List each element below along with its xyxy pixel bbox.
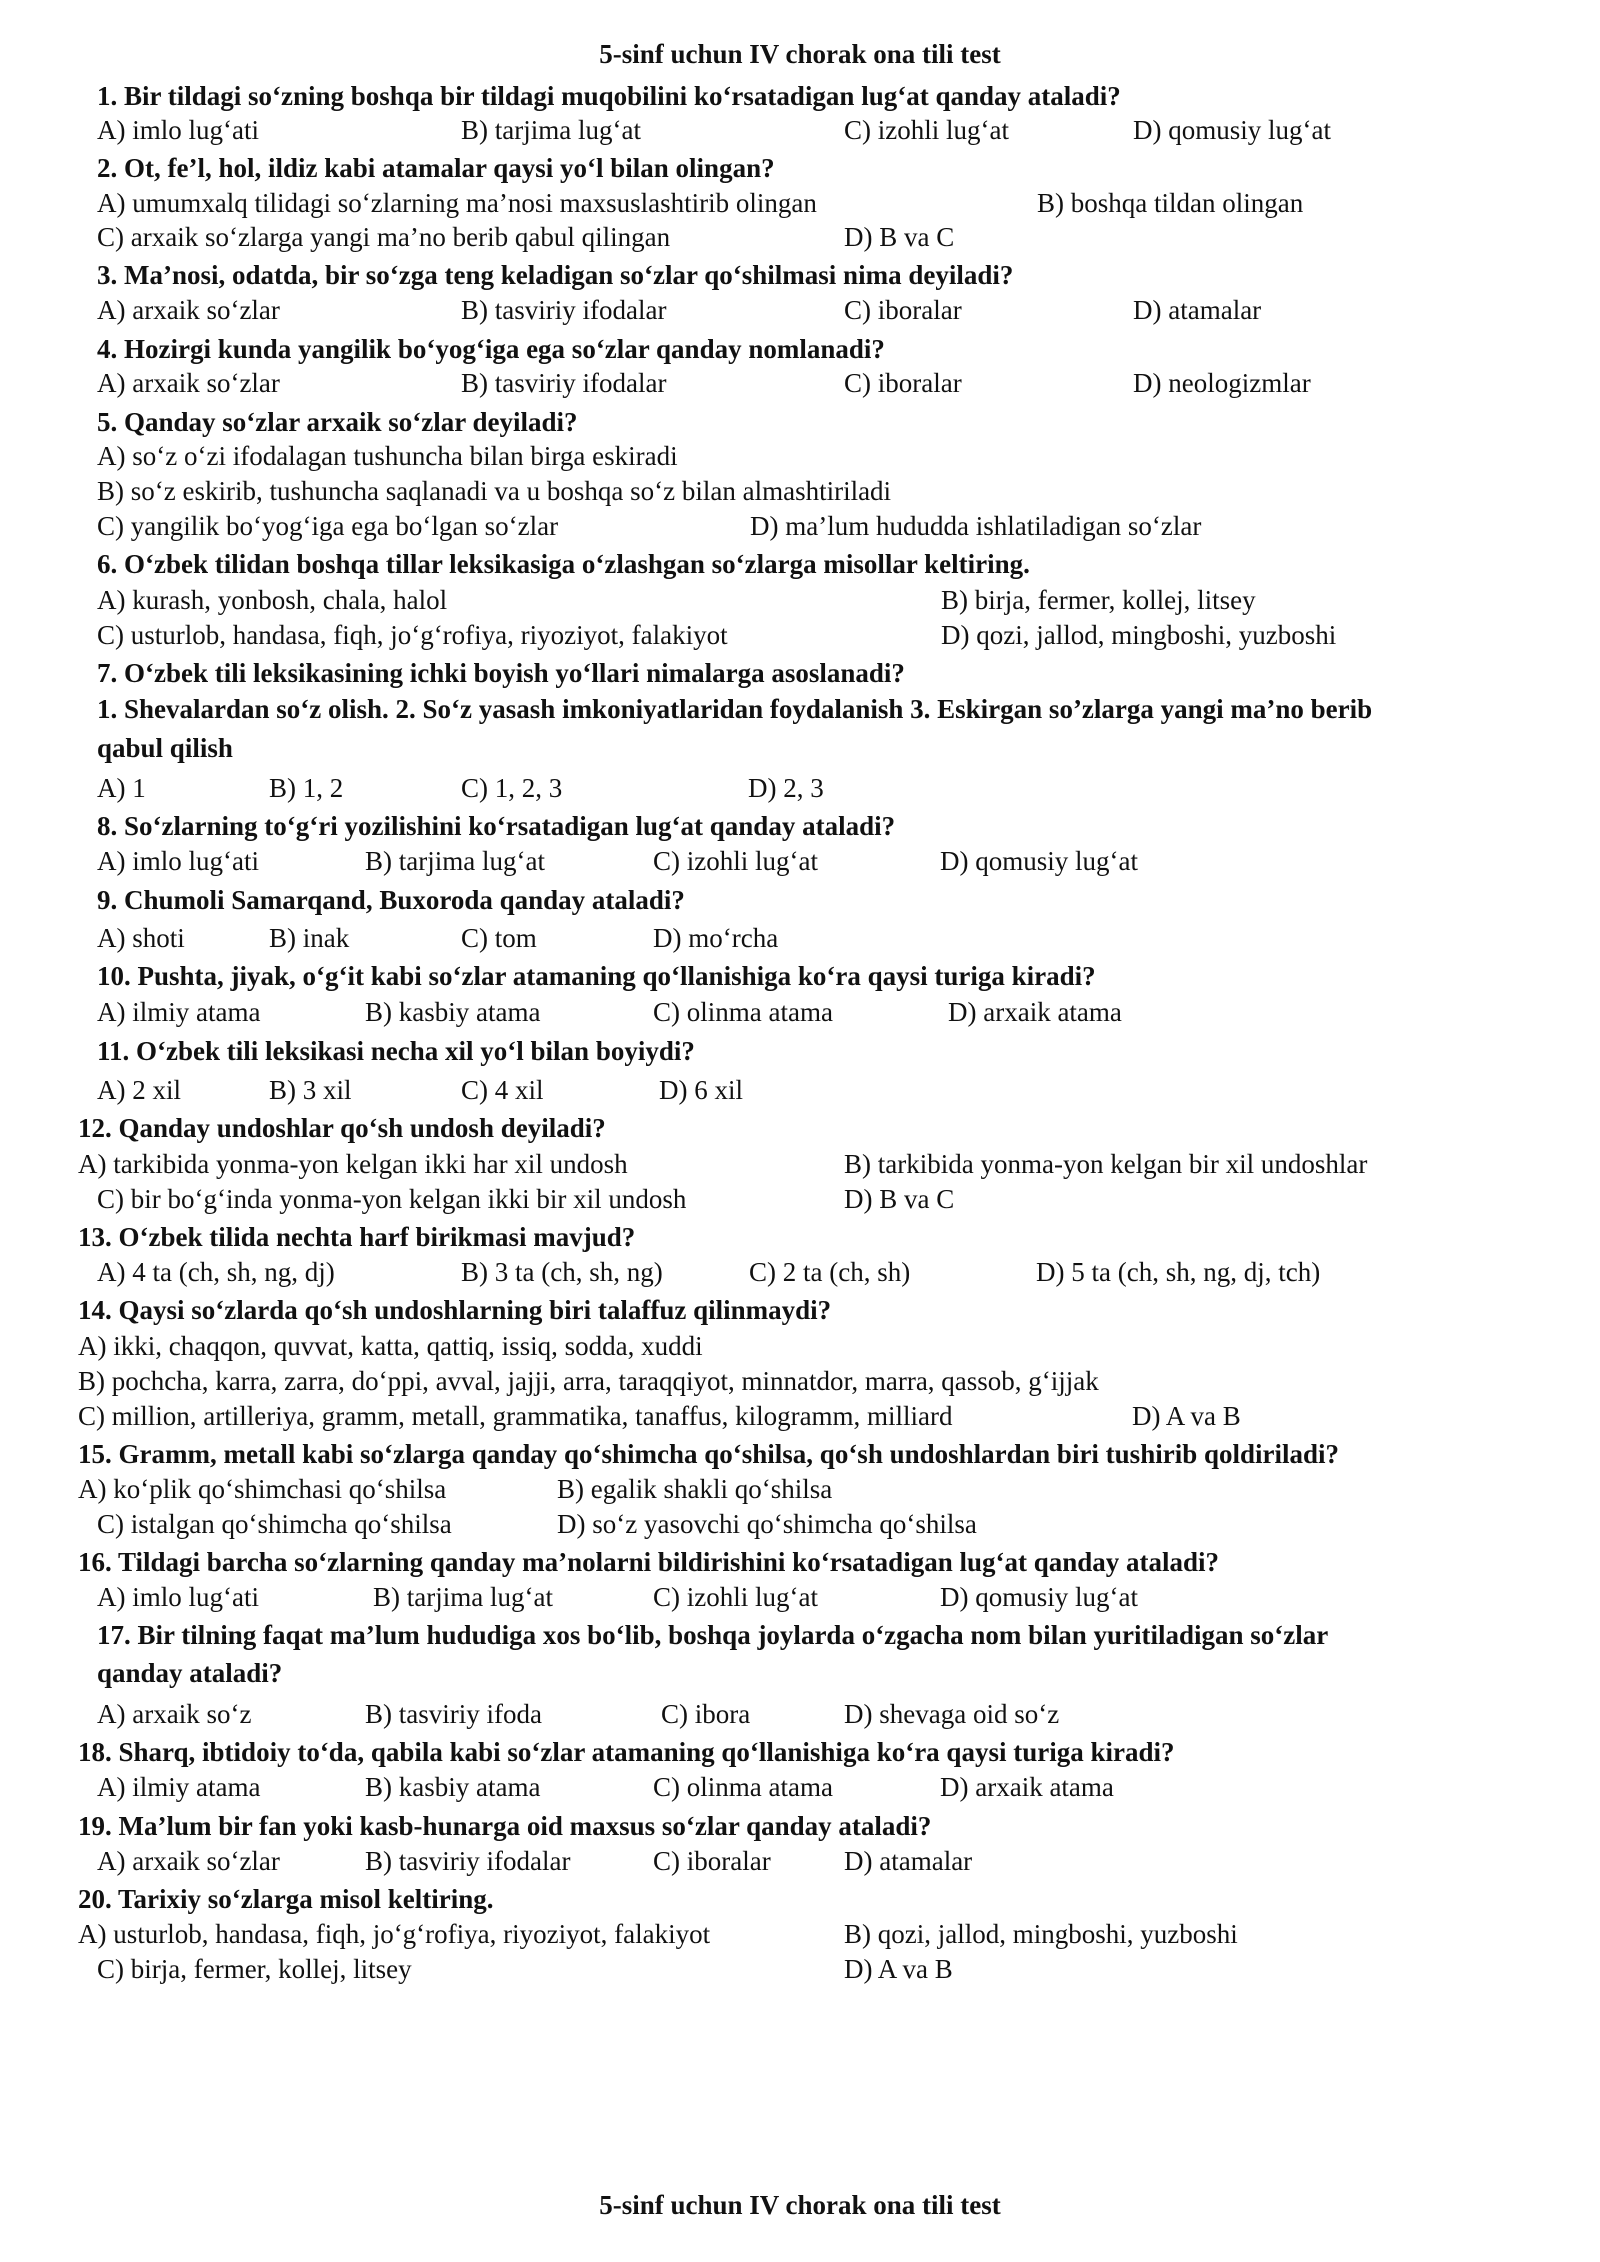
- option-17a: A) arxaik so‘z: [97, 1699, 252, 1729]
- option-4d: D) neologizmlar: [1133, 368, 1311, 398]
- option-16b: B) tarjima lug‘at: [373, 1582, 553, 1612]
- question-20: 20. Tarixiy so‘zlarga misol keltiring.: [78, 1884, 494, 1914]
- option-6d: D) qozi, jallod, mingboshi, yuzboshi: [941, 620, 1337, 650]
- option-20a: A) usturlob, handasa, fiqh, jo‘g‘rofiya, riyoziyot, falakiyot: [78, 1919, 711, 1949]
- question-10: 10. Pushta, jiyak, o‘g‘it kabi so‘zlar atamaning qo‘llanishiga ko‘ra qaysi turiga kiradi?: [97, 961, 1096, 991]
- option-19d: D) atamalar: [844, 1846, 973, 1876]
- question-17-line2: qanday ataladi?: [97, 1658, 283, 1688]
- option-16c: C) izohli lug‘at: [653, 1582, 818, 1612]
- option-7d: D) 2, 3: [748, 773, 824, 803]
- question-12: 12. Qanday undoshlar qo‘sh undosh deyiladi?: [78, 1113, 606, 1143]
- option-9c: C) tom: [461, 923, 537, 953]
- option-1c: C) izohli lug‘at: [844, 115, 1009, 145]
- option-18a: A) ilmiy atama: [97, 1772, 261, 1802]
- option-15b: B) egalik shakli qo‘shilsa: [557, 1474, 833, 1504]
- option-4c: C) iboralar: [844, 368, 962, 398]
- option-8c: C) izohli lug‘at: [653, 846, 818, 876]
- option-11d: D) 6 xil: [659, 1075, 743, 1105]
- question-7: 7. O‘zbek tili leksikasining ichki boyish yo‘llari nimalarga asoslanadi?: [97, 658, 905, 688]
- option-14b: B) pochcha, karra, zarra, do‘ppi, avval, jajji, arra, taraqqiyot, minnatdor, marra, qassob, g‘ijjak: [78, 1366, 1099, 1396]
- question-4: 4. Hozirgi kunda yangilik bo‘yog‘iga ega so‘zlar qanday nomlanadi?: [97, 334, 885, 364]
- question-9: 9. Chumoli Samarqand, Buxoroda qanday ataladi?: [97, 885, 685, 915]
- option-9b: B) inak: [269, 923, 350, 953]
- question-7-line3: qabul qilish: [97, 733, 233, 763]
- option-8d: D) qomusiy lug‘at: [940, 846, 1138, 876]
- option-7b: B) 1, 2: [269, 773, 344, 803]
- option-5b: B) so‘z eskirib, tushuncha saqlanadi va u boshqa so‘z bilan almashtiriladi: [97, 476, 892, 506]
- option-7c: C) 1, 2, 3: [461, 773, 563, 803]
- option-10b: B) kasbiy atama: [365, 997, 541, 1027]
- option-16d: D) qomusiy lug‘at: [940, 1582, 1138, 1612]
- option-10a: A) ilmiy atama: [97, 997, 261, 1027]
- question-16: 16. Tildagi barcha so‘zlarning qanday ma’nolarni bildirishini ko‘rsatadigan lug‘at qanday ataladi?: [78, 1547, 1220, 1577]
- footer-title: 5-sinf uchun IV chorak ona tili test: [599, 2190, 1001, 2220]
- option-14c: C) million, artilleriya, gramm, metall, grammatika, tanaffus, kilogramm, milliard: [78, 1401, 953, 1431]
- question-1: 1. Bir tildagi so‘zning boshqa bir tildagi muqobilini ko‘rsatadigan lug‘at qanday ataladi?: [97, 81, 1121, 111]
- option-2a: A) umumxalq tilidagi so‘zlarning ma’nosi maxsuslashtirib olingan: [97, 188, 817, 218]
- option-13d: D) 5 ta (ch, sh, ng, dj, tch): [1036, 1257, 1321, 1287]
- option-15a: A) ko‘plik qo‘shimchasi qo‘shilsa: [78, 1474, 447, 1504]
- option-12d: D) B va C: [844, 1184, 955, 1214]
- question-15: 15. Gramm, metall kabi so‘zlarga qanday qo‘shimcha qo‘shilsa, qo‘sh undoshlardan biri tushirib qoldiriladi?: [78, 1439, 1339, 1469]
- question-18: 18. Sharq, ibtidoiy to‘da, qabila kabi so‘zlar atamaning qo‘llanishiga ko‘ra qaysi turiga kiradi?: [78, 1737, 1175, 1767]
- option-18b: B) kasbiy atama: [365, 1772, 541, 1802]
- question-2: 2. Ot, fe’l, hol, ildiz kabi atamalar qaysi yo‘l bilan olingan?: [97, 153, 775, 183]
- question-6: 6. O‘zbek tilidan boshqa tillar leksikasiga o‘zlashgan so‘zlarga misollar keltiring.: [97, 549, 1030, 579]
- option-3a: A) arxaik so‘zlar: [97, 295, 280, 325]
- option-6c: C) usturlob, handasa, fiqh, jo‘g‘rofiya, riyoziyot, falakiyot: [97, 620, 728, 650]
- option-6a: A) kurash, yonbosh, chala, halol: [97, 585, 448, 615]
- option-11a: A) 2 xil: [97, 1075, 181, 1105]
- option-12c: C) bir bo‘g‘inda yonma-yon kelgan ikki bir xil undosh: [97, 1184, 687, 1214]
- option-13a: A) 4 ta (ch, sh, ng, dj): [97, 1257, 335, 1287]
- option-9a: A) shoti: [97, 923, 185, 953]
- option-2b: B) boshqa tildan olingan: [1037, 188, 1304, 218]
- question-7-line2: 1. Shevalardan so‘z olish. 2. So‘z yasash imkoniyatlaridan foydalanish 3. Eskirgan so’zlarga yangi ma’no berib: [97, 694, 1373, 724]
- option-20c: C) birja, fermer, kollej, litsey: [97, 1954, 412, 1984]
- question-8: 8. So‘zlarning to‘g‘ri yozilishini ko‘rsatadigan lug‘at qanday ataladi?: [97, 811, 896, 841]
- option-17c: C) ibora: [661, 1699, 751, 1729]
- option-5d: D) ma’lum hududda ishlatiladigan so‘zlar: [750, 511, 1202, 541]
- option-13c: C) 2 ta (ch, sh): [749, 1257, 911, 1287]
- option-20d: D) A va B: [844, 1954, 953, 1984]
- option-2c: C) arxaik so‘zlarga yangi ma’no berib qabul qilingan: [97, 222, 671, 252]
- option-4b: B) tasviriy ifodalar: [461, 368, 667, 398]
- question-11: 11. O‘zbek tili leksikasi necha xil yo‘l bilan boyiydi?: [97, 1036, 695, 1066]
- option-12b: B) tarkibida yonma-yon kelgan bir xil undoshlar: [844, 1149, 1368, 1179]
- option-3d: D) atamalar: [1133, 295, 1262, 325]
- option-5c: C) yangilik bo‘yog‘iga ega bo‘lgan so‘zlar: [97, 511, 559, 541]
- option-19c: C) iboralar: [653, 1846, 771, 1876]
- question-3: 3. Ma’nosi, odatda, bir so‘zga teng keladigan so‘zlar qo‘shilmasi nima deyiladi?: [97, 260, 1014, 290]
- option-5a: A) so‘z o‘zi ifodalagan tushuncha bilan birga eskiradi: [97, 441, 678, 471]
- option-1a: A) imlo lug‘ati: [97, 115, 259, 145]
- option-19a: A) arxaik so‘zlar: [97, 1846, 280, 1876]
- option-9d: D) mo‘rcha: [653, 923, 779, 953]
- option-17d: D) shevaga oid so‘z: [844, 1699, 1060, 1729]
- option-11b: B) 3 xil: [269, 1075, 352, 1105]
- option-14d: D) A va B: [1132, 1401, 1241, 1431]
- option-16a: A) imlo lug‘ati: [97, 1582, 259, 1612]
- option-1b: B) tarjima lug‘at: [461, 115, 641, 145]
- option-4a: A) arxaik so‘zlar: [97, 368, 280, 398]
- option-17b: B) tasviriy ifoda: [365, 1699, 542, 1729]
- page-title: 5-sinf uchun IV chorak ona tili test: [599, 39, 1001, 69]
- option-19b: B) tasviriy ifodalar: [365, 1846, 571, 1876]
- option-10c: C) olinma atama: [653, 997, 833, 1027]
- option-3c: C) iboralar: [844, 295, 962, 325]
- option-11c: C) 4 xil: [461, 1075, 544, 1105]
- question-5: 5. Qanday so‘zlar arxaik so‘zlar deyiladi?: [97, 407, 578, 437]
- option-20b: B) qozi, jallod, mingboshi, yuzboshi: [844, 1919, 1238, 1949]
- option-12a: A) tarkibida yonma-yon kelgan ikki har xil undosh: [78, 1149, 628, 1179]
- question-13: 13. O‘zbek tilida nechta harf birikmasi mavjud?: [78, 1222, 636, 1252]
- option-14a: A) ikki, chaqqon, quvvat, katta, qattiq, issiq, sodda, xuddi: [78, 1331, 703, 1361]
- option-15d: D) so‘z yasovchi qo‘shimcha qo‘shilsa: [557, 1509, 977, 1539]
- option-2d: D) B va C: [844, 222, 955, 252]
- option-15c: C) istalgan qo‘shimcha qo‘shilsa: [97, 1509, 452, 1539]
- option-13b: B) 3 ta (ch, sh, ng): [461, 1257, 663, 1287]
- option-8a: A) imlo lug‘ati: [97, 846, 259, 876]
- option-18c: C) olinma atama: [653, 1772, 833, 1802]
- question-14: 14. Qaysi so‘zlarda qo‘sh undoshlarning biri talaffuz qilinmaydi?: [78, 1295, 832, 1325]
- option-1d: D) qomusiy lug‘at: [1133, 115, 1331, 145]
- option-8b: B) tarjima lug‘at: [365, 846, 545, 876]
- option-6b: B) birja, fermer, kollej, litsey: [941, 585, 1256, 615]
- option-10d: D) arxaik atama: [948, 997, 1122, 1027]
- option-18d: D) arxaik atama: [940, 1772, 1114, 1802]
- question-17: 17. Bir tilning faqat ma’lum hududiga xos bo‘lib, boshqa joylarda o‘zgacha nom bilan yuritiladigan so‘zlar: [97, 1620, 1329, 1650]
- option-3b: B) tasviriy ifodalar: [461, 295, 667, 325]
- question-19: 19. Ma’lum bir fan yoki kasb-hunarga oid maxsus so‘zlar qanday ataladi?: [78, 1811, 932, 1841]
- option-7a: A) 1: [97, 773, 146, 803]
